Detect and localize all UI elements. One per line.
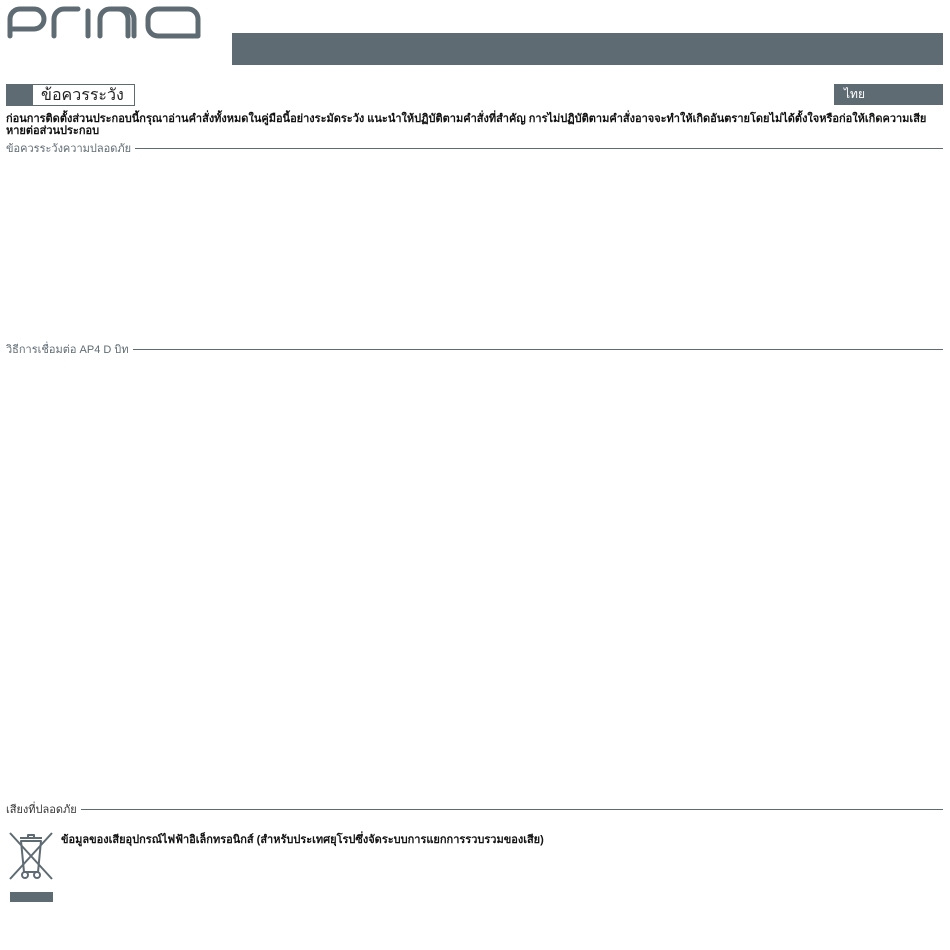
intro-paragraph: ก่อนการติดตั้งส่วนประกอบนี้กรุณาอ่านคำสั่งทั้งหมดในคู่มือนี้อย่างระมัดระวัง แนะนำให้ปฏิบัติตามคำสั่งที่สำคัญ การไม่ปฏิบัติตามคำสั่งอาจจะทำให้เกิดอันตรายโดยไม่ได้ตั้งใจหรือก่อให้เกิดความเสียหายต่อส่วนประกอบ bbox=[6, 113, 927, 137]
section-divider bbox=[133, 349, 943, 350]
heading-marker bbox=[6, 84, 32, 106]
weee-underline-bar bbox=[10, 892, 53, 902]
section-connection bbox=[6, 343, 943, 355]
page-title: ข้อควรระวัง bbox=[32, 84, 135, 106]
section-title-safety: ข้อควรระวังความปลอดภัย bbox=[6, 143, 132, 155]
prima-logo bbox=[6, 5, 202, 39]
section-safety bbox=[6, 142, 943, 154]
section-divider bbox=[81, 809, 943, 810]
crossed-out-wheelie-bin-icon bbox=[6, 829, 56, 883]
header-bar bbox=[232, 33, 943, 65]
page-heading bbox=[6, 84, 135, 106]
section-title-connection: วิธีการเชื่อมต่อ AP4 D บิท bbox=[6, 344, 129, 356]
weee-info-text: ข้อมูลของเสียอุปกรณ์ไฟฟ้าอิเล็กทรอนิกส์ (สำหรับประเทศยุโรปซึ่งจัดระบบการแยกการรวบรวมของเสีย) bbox=[61, 834, 544, 846]
section-divider bbox=[135, 148, 943, 149]
section-safe-audio bbox=[6, 803, 943, 815]
language-badge: ไทย bbox=[834, 84, 943, 105]
section-title-safe-audio: เสียงที่ปลอดภัย bbox=[6, 804, 77, 816]
